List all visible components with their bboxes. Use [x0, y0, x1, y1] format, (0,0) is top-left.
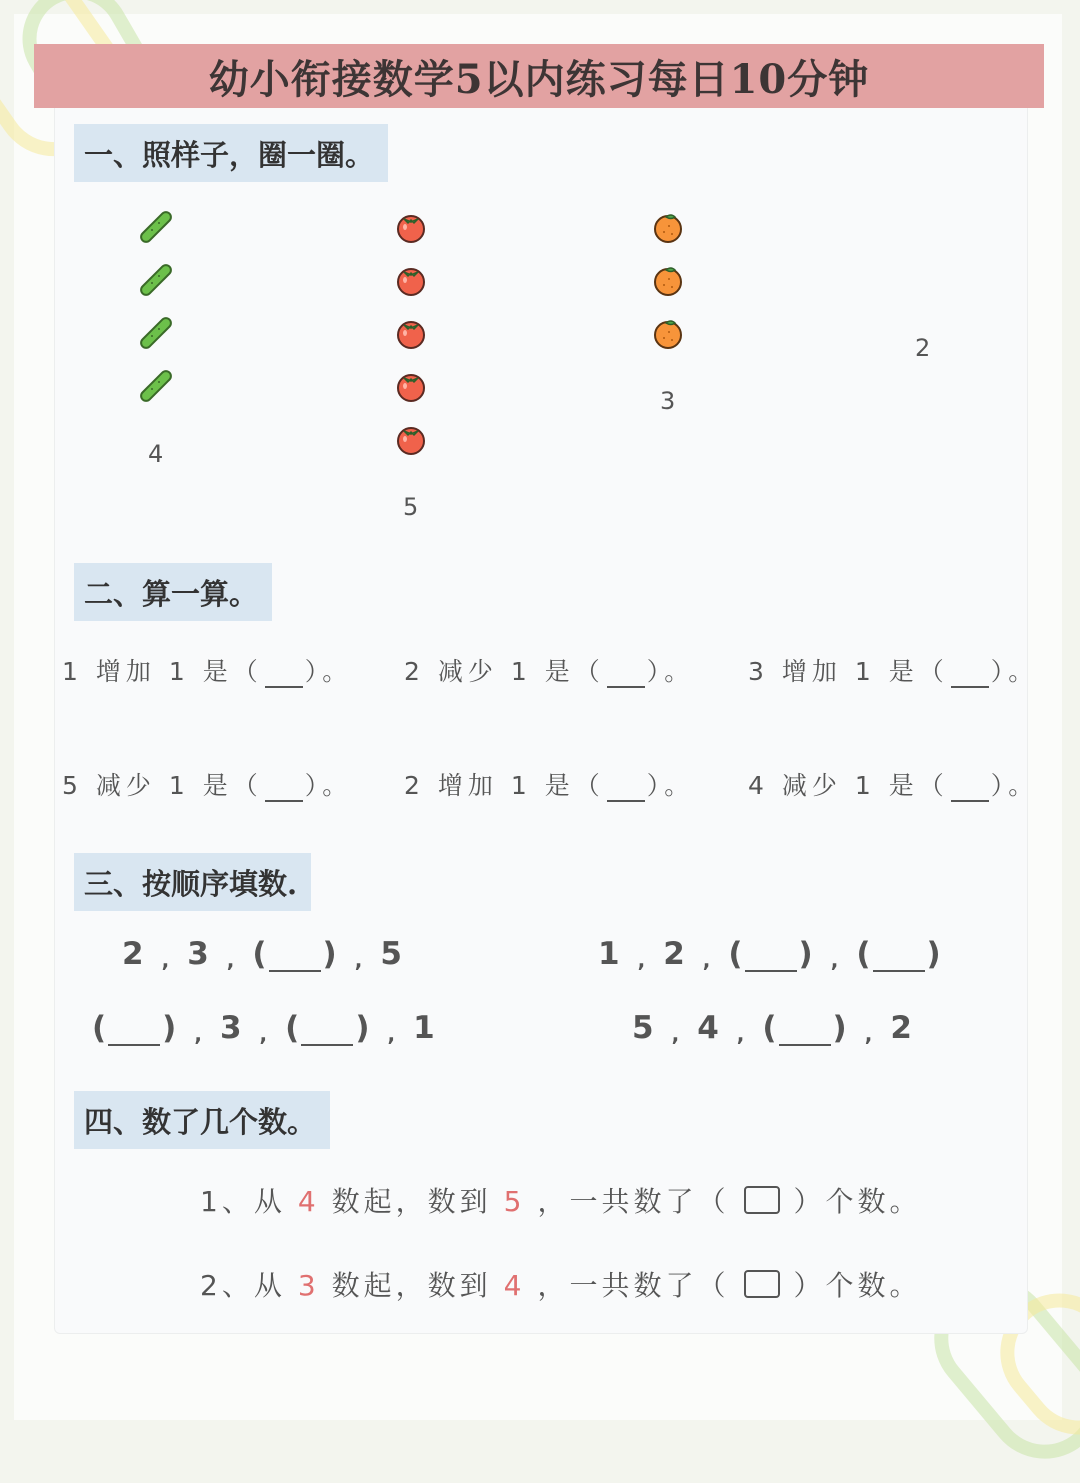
blank-line[interactable] [301, 1018, 353, 1046]
open-paren: （ [574, 771, 605, 800]
sequence-number: 4 [697, 1010, 719, 1046]
cucumber-icon[interactable] [139, 263, 173, 297]
open-paren: ( [92, 1010, 107, 1046]
orange-icon[interactable] [651, 210, 685, 244]
is-word: 是 [888, 657, 919, 686]
comma: , [830, 948, 839, 972]
blank-line[interactable] [873, 944, 925, 972]
fill-in-blank[interactable] [285, 1010, 369, 1046]
tomato-icon[interactable] [394, 422, 428, 456]
operation: 增加 [437, 771, 498, 800]
open-paren: ( [285, 1010, 300, 1046]
open-paren: （ [918, 657, 949, 686]
operand-a: 2 [404, 657, 425, 686]
answer-box[interactable] [744, 1270, 780, 1298]
open-paren: ( [762, 1010, 777, 1046]
comma: , [387, 1022, 396, 1046]
orange-icon[interactable] [651, 316, 685, 350]
calculation-question [748, 766, 1038, 802]
close-paren: ）。 [646, 771, 695, 800]
cucumber-icon[interactable] [139, 316, 173, 350]
calculation-question [62, 766, 352, 802]
fill-in-blank[interactable] [252, 936, 336, 972]
comma: , [194, 1022, 202, 1046]
open-paren: ( [728, 936, 743, 972]
is-word: 是 [544, 657, 575, 686]
sequence-number: 3 [219, 1010, 242, 1046]
operation: 减少 [437, 657, 498, 686]
sequence-number: 1 [413, 1010, 435, 1046]
operation: 增加 [781, 657, 842, 686]
fill-in-blank[interactable] [92, 1010, 176, 1046]
question-suffix: ，一共数了（ [537, 1269, 730, 1302]
calculation-question [748, 652, 1038, 688]
answer-box[interactable] [744, 1186, 780, 1214]
title-banner [34, 44, 1044, 108]
open-paren: （ [918, 771, 949, 800]
page-title: 幼小衔接数学5以内练习每日10分钟 [208, 55, 870, 103]
end-number: 5 [503, 1185, 526, 1218]
comma: , [671, 1022, 680, 1046]
comma: , [864, 1022, 873, 1046]
calculation-question [404, 766, 694, 802]
section-1-heading: 一、照样子，圈一圈。 [74, 124, 388, 182]
fill-in-blank[interactable] [856, 936, 940, 972]
answer-blank[interactable] [265, 770, 303, 802]
is-word: 是 [202, 657, 233, 686]
calculation-question [404, 652, 694, 688]
comma: , [702, 948, 711, 972]
question-middle: 数起，数到 [331, 1185, 492, 1218]
start-number: 3 [297, 1269, 320, 1302]
group-count-label: 2 [915, 334, 931, 362]
operand-a: 4 [748, 771, 769, 800]
group-count-label: 3 [660, 387, 676, 415]
is-word: 是 [544, 771, 575, 800]
close-paren: ）。 [990, 771, 1039, 800]
counting-question [200, 1180, 922, 1220]
question-suffix: ，一共数了（ [537, 1185, 730, 1218]
answer-blank[interactable] [951, 770, 989, 802]
comma: , [259, 1022, 268, 1046]
sequence-number: 2 [890, 1010, 912, 1046]
answer-blank[interactable] [607, 770, 645, 802]
comma: , [736, 1022, 745, 1046]
fill-in-blank[interactable] [762, 1010, 846, 1046]
number-sequence [598, 936, 941, 972]
operation: 减少 [95, 771, 156, 800]
sequence-number: 1 [598, 936, 620, 972]
close-paren: ）。 [990, 657, 1039, 686]
blank-line[interactable] [779, 1018, 831, 1046]
tomato-icon[interactable] [394, 369, 428, 403]
blank-line[interactable] [745, 944, 797, 972]
answer-blank[interactable] [951, 656, 989, 688]
number-sequence [632, 1010, 912, 1046]
number-sequence [92, 1010, 435, 1046]
open-paren: （ [232, 771, 263, 800]
open-paren: （ [232, 657, 263, 686]
operation: 减少 [781, 771, 842, 800]
question-tail: ）个数。 [793, 1269, 922, 1302]
calculation-question [62, 652, 352, 688]
group-count-label: 5 [403, 493, 419, 521]
answer-blank[interactable] [607, 656, 645, 688]
counting-question [200, 1264, 922, 1304]
close-paren: ) [162, 1010, 177, 1046]
operand-a: 2 [404, 771, 425, 800]
comma: , [161, 948, 170, 972]
close-paren: ) [798, 936, 813, 972]
close-paren: ) [322, 936, 337, 972]
is-word: 是 [888, 771, 919, 800]
question-middle: 数起，数到 [331, 1269, 492, 1302]
is-word: 是 [202, 771, 233, 800]
sequence-number: 3 [187, 936, 209, 972]
operand-a: 5 [62, 771, 83, 800]
sequence-number: 2 [663, 936, 685, 972]
blank-line[interactable] [108, 1018, 160, 1046]
sequence-number: 5 [632, 1010, 654, 1046]
open-paren: ( [856, 936, 871, 972]
start-number: 4 [297, 1185, 320, 1218]
cucumber-icon[interactable] [139, 369, 173, 403]
tomato-icon[interactable] [394, 316, 428, 350]
section-4-heading: 四、数了几个数。 [74, 1091, 330, 1149]
number-sequence [122, 936, 402, 972]
section-3-heading: 三、按顺序填数. [74, 853, 311, 911]
close-paren: ）。 [304, 657, 353, 686]
tomato-icon[interactable] [394, 210, 428, 244]
comma: , [354, 948, 363, 972]
operand-a: 1 [62, 657, 83, 686]
end-number: 4 [503, 1269, 526, 1302]
comma: , [226, 948, 235, 972]
operand-b: 1 [510, 771, 532, 800]
open-paren: ( [252, 936, 267, 972]
operand-b: 1 [168, 771, 190, 800]
operand-b: 1 [854, 657, 876, 686]
operand-b: 1 [854, 771, 876, 800]
answer-blank[interactable] [265, 656, 303, 688]
open-paren: （ [574, 657, 605, 686]
operand-a: 3 [748, 657, 769, 686]
close-paren: ) [832, 1010, 847, 1046]
question-prefix: 1、从 [200, 1185, 286, 1218]
operation: 增加 [95, 657, 156, 686]
operand-b: 1 [510, 657, 532, 686]
question-prefix: 2、从 [200, 1269, 286, 1302]
comma: , [637, 948, 646, 972]
close-paren: ）。 [304, 771, 353, 800]
question-tail: ）个数。 [793, 1185, 922, 1218]
close-paren: ) [926, 936, 941, 972]
section-2-heading: 二、算一算。 [74, 563, 272, 621]
cucumber-icon[interactable] [139, 210, 173, 244]
close-paren: ) [355, 1010, 370, 1046]
close-paren: ）。 [646, 657, 695, 686]
operand-b: 1 [168, 657, 190, 686]
orange-icon[interactable] [651, 263, 685, 297]
blank-line[interactable] [269, 944, 321, 972]
group-count-label: 4 [148, 440, 164, 468]
fill-in-blank[interactable] [728, 936, 812, 972]
tomato-icon[interactable] [394, 263, 428, 297]
sequence-number: 5 [380, 936, 402, 972]
sequence-number: 2 [122, 936, 144, 972]
